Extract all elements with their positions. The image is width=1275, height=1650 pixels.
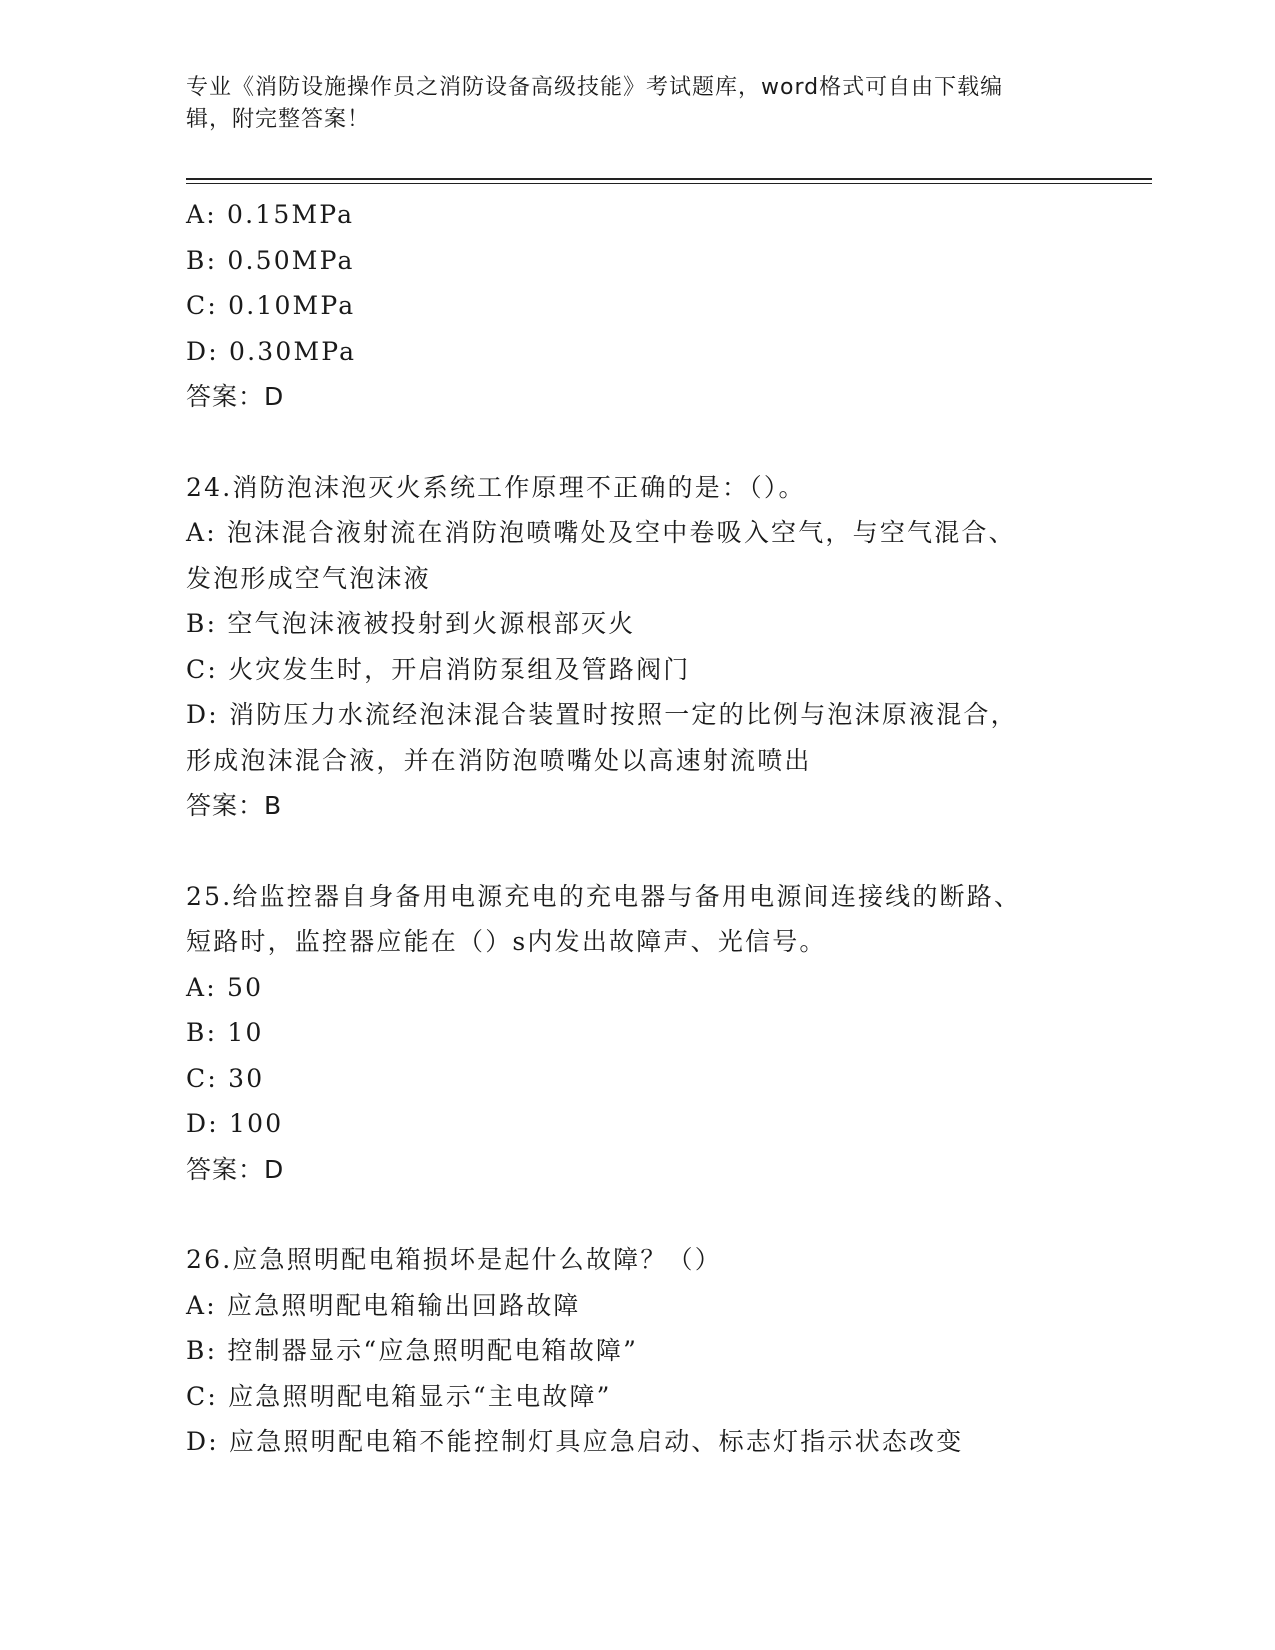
option-a: A: 泡沫混合液射流在消防泡喷嘴处及空中卷吸入空气，与空气混合、	[186, 518, 1016, 547]
question-26	[186, 1237, 1086, 1465]
option-a: A: 50	[186, 972, 264, 1002]
header-line-1: 专业《消防设施操作员之消防设备高级技能》考试题库，word格式可自由下载编	[186, 75, 1004, 100]
answer-line: 答案：D	[186, 382, 285, 411]
question-list	[186, 192, 1086, 1465]
question-23-continued	[186, 192, 1086, 420]
question-24	[186, 465, 1086, 829]
answer-line: 答案：D	[186, 1154, 285, 1184]
option-c: C: 应急照明配电箱显示“主电故障”	[186, 1381, 612, 1411]
option-b: B: 0.50MPa	[186, 245, 355, 275]
option-d: D: 0.30MPa	[186, 336, 357, 366]
option-a-continued: 发泡形成空气泡沫液	[186, 563, 431, 593]
option-b: B: 10	[186, 1018, 264, 1047]
option-d: D: 应急照明配电箱不能控制灯具应急启动、标志灯指示状态改变	[186, 1427, 964, 1456]
header-rule-thin	[186, 183, 1152, 184]
spacer	[186, 829, 1086, 874]
page-header	[186, 72, 1066, 136]
option-a: A: 应急照明配电箱输出回路故障	[186, 1290, 581, 1320]
header-line-2: 辑，附完整答案！	[186, 107, 371, 132]
option-d: D: 消防压力水流经泡沫混合装置时按照一定的比例与泡沫原液混合，	[186, 700, 1018, 729]
question-stem: 26.应急照明配电箱损坏是起什么故障？（）	[186, 1245, 722, 1274]
option-d-continued: 形成泡沫混合液，并在消防泡喷嘴处以高速射流喷出	[186, 745, 812, 775]
header-rule-thick	[186, 178, 1152, 180]
option-c: C: 火灾发生时，开启消防泵组及管路阀门	[186, 654, 691, 684]
option-c: C: 0.10MPa	[186, 291, 356, 320]
question-stem-continued: 短路时，监控器应能在（）s内发出故障声、光信号。	[186, 927, 827, 956]
option-b: B: 空气泡沫液被投射到火源根部灭火	[186, 609, 636, 638]
spacer	[186, 1192, 1086, 1237]
question-stem: 25.给监控器自身备用电源充电的充电器与备用电源间连接线的断路、	[186, 881, 1022, 911]
option-c: C: 30	[186, 1063, 265, 1093]
spacer	[186, 420, 1086, 465]
option-d: D: 100	[186, 1109, 284, 1138]
question-25	[186, 874, 1086, 1193]
option-b: B: 控制器显示“应急照明配电箱故障”	[186, 1336, 639, 1365]
question-stem: 24.消防泡沫泡灭火系统工作原理不正确的是：（）。	[186, 472, 806, 502]
answer-line: 答案：B	[186, 791, 283, 820]
option-a: A: 0.15MPa	[186, 200, 355, 229]
